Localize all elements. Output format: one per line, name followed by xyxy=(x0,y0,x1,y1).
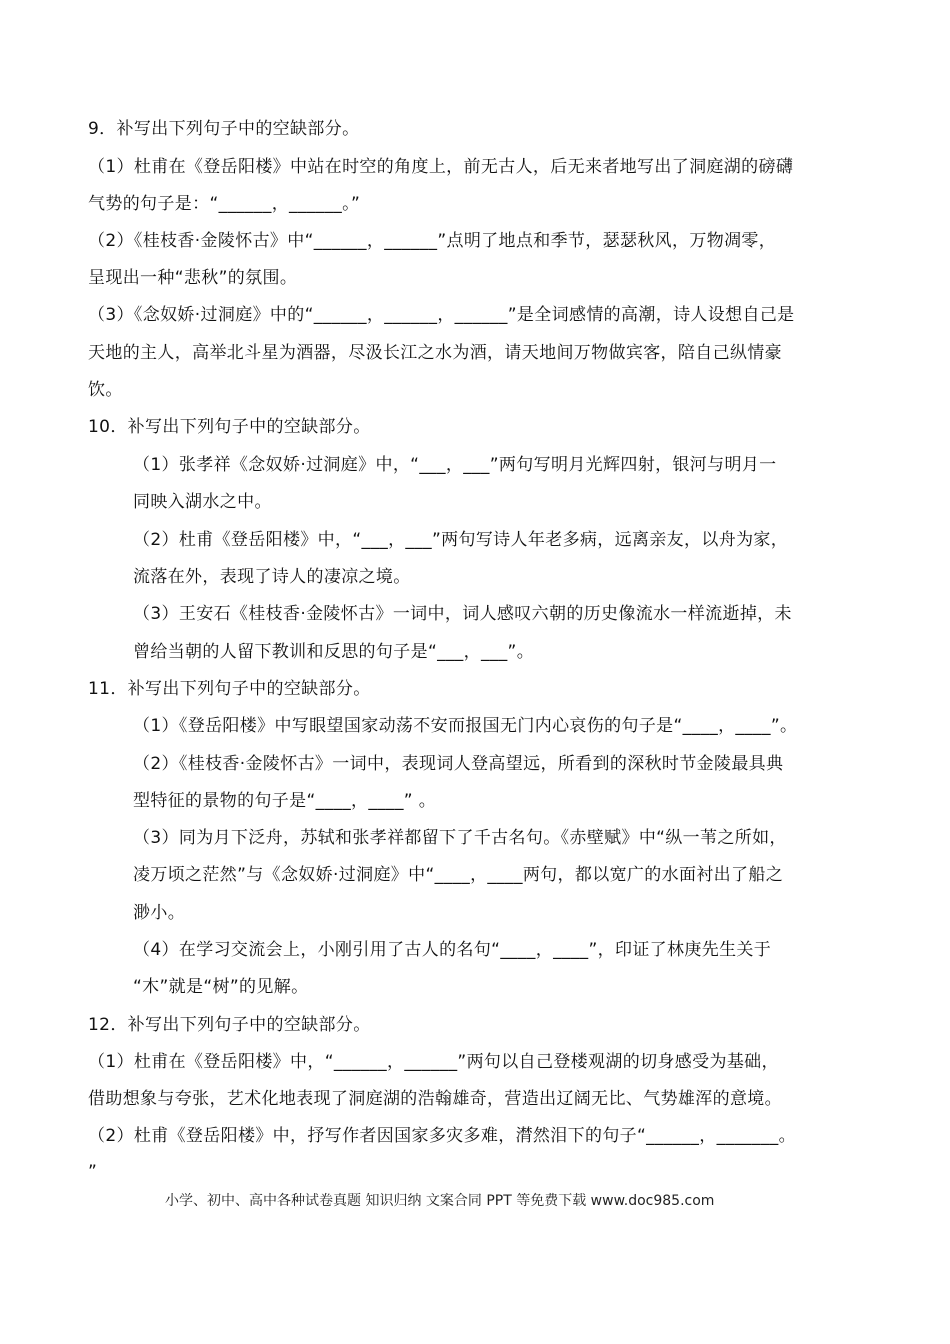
question-11-item-1-line-1: （1）《登岳阳楼》中写眼望国家动荡不安而报国无门内心哀伤的句子是“____，____”。 xyxy=(133,716,798,736)
question-9-item-1-line-1: （1）杜甫在《登岳阳楼》中站在时空的角度上，前无古人，后无来者地写出了洞庭湖的磅礴 xyxy=(88,157,794,177)
page-footer: 小学、初中、高中各种试卷真题 知识归纳 文案合同 PPT 等免费下载 www.doc985.com xyxy=(165,1193,715,1209)
question-12-item-2-line-1: （2）杜甫《登岳阳楼》中，抒写作者因国家多灾多难，潸然泪下的句子“______，_______。 xyxy=(88,1126,796,1146)
question-10-item-3-line-2: 曾给当朝的人留下教训和反思的句子是“___，___”。 xyxy=(133,642,535,662)
question-10-item-2-line-1: （2）杜甫《登岳阳楼》中，“___，___”两句写诗人年老多病，远离亲友，以舟为家， xyxy=(133,530,789,550)
question-9-item-3-line-2: 天地的主人，高举北斗星为酒器，尽汲长江之水为酒，请天地间万物做宾客，陪自己纵情豪 xyxy=(88,343,782,363)
question-9-item-2-line-1: （2）《桂枝香·金陵怀古》中“______，______”点明了地点和季节，瑟瑟秋风，万物凋零， xyxy=(88,231,777,251)
question-11-item-3-line-3: 渺小。 xyxy=(133,903,186,923)
question-11-title: 11．补写出下列句子中的空缺部分。 xyxy=(88,679,371,699)
question-11-item-2-line-2: 型特征的景物的句子是“____，____” 。 xyxy=(133,791,437,811)
question-12-item-1-line-2: 借助想象与夸张，艺术化地表现了洞庭湖的浩翰雄奇，营造出辽阔无比、气势雄浑的意境。 xyxy=(88,1089,782,1109)
question-10-item-3-line-1: （3）王安石《桂枝香·金陵怀古》一词中，词人感叹六朝的历史像流水一样流逝掉，未 xyxy=(133,604,792,624)
question-10-title: 10．补写出下列句子中的空缺部分。 xyxy=(88,417,371,437)
question-12-title: 12．补写出下列句子中的空缺部分。 xyxy=(88,1015,371,1035)
question-11-item-2-line-1: （2）《桂枝香·金陵怀古》一词中，表现词人登高望远，所看到的深秋时节金陵最具典 xyxy=(133,754,784,774)
question-11-item-3-line-2: 凌万顷之茫然”与《念奴娇·过洞庭》中“____，____两句，都以宽广的水面衬出了船之 xyxy=(133,865,784,885)
question-12-item-2-line-2: ” xyxy=(88,1162,98,1182)
question-11-item-3-line-1: （3）同为月下泛舟，苏轼和张孝祥都留下了千古名句。《赤壁赋》中“纵一苇之所如， xyxy=(133,828,787,848)
question-10-item-1-line-2: 同映入湖水之中。 xyxy=(133,492,272,512)
question-9-title: 9．补写出下列句子中的空缺部分。 xyxy=(88,119,360,139)
question-9-item-1-line-2: 气势的句子是：“______，______。” xyxy=(88,194,361,214)
question-11-item-4-line-1: （4）在学习交流会上，小刚引用了古人的名句“____，____”，印证了林庚先生关于 xyxy=(133,940,772,960)
question-10-item-2-line-2: 流落在外，表现了诗人的凄凉之境。 xyxy=(133,567,411,587)
question-10-item-1-line-1: （1）张孝祥《念奴娇·过洞庭》中，“___，___”两句写明月光辉四射，银河与明月一 xyxy=(133,455,777,475)
question-12-item-1-line-1: （1）杜甫在《登岳阳楼》中，“______，______”两句以自己登楼观湖的切身感受为基础， xyxy=(88,1052,779,1072)
question-9-item-2-line-2: 呈现出一种“悲秋”的氛围。 xyxy=(88,268,298,288)
question-9-item-3-line-1: （3）《念奴娇·过洞庭》中的“______，______，______”是全词感情的高潮，诗人设想自己是 xyxy=(88,305,795,325)
question-9-item-3-line-3: 饮。 xyxy=(88,380,123,400)
question-11-item-4-line-2: “木”就是“树”的见解。 xyxy=(133,977,309,997)
